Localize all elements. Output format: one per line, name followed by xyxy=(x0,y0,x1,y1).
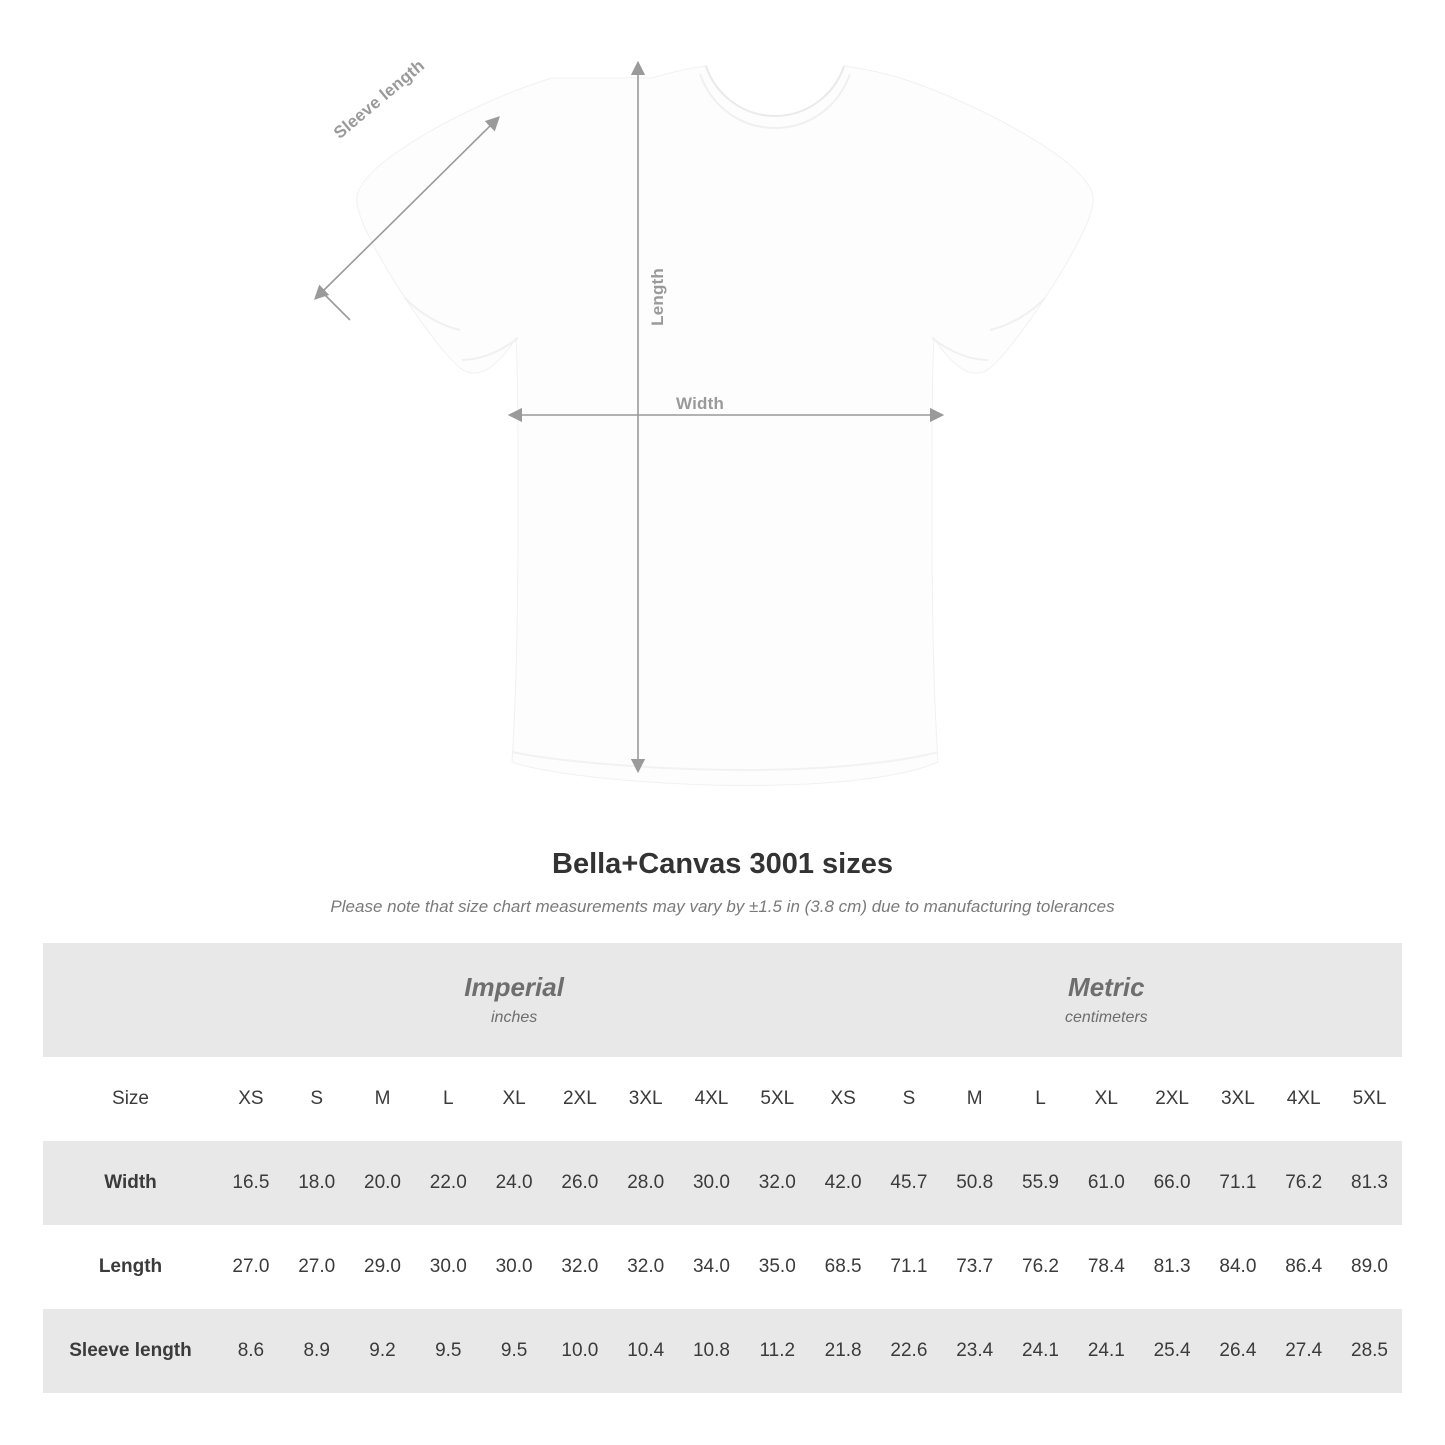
cell-length-metric-4xl: 86.4 xyxy=(1271,1225,1337,1309)
cell-length-metric-3xl: 84.0 xyxy=(1205,1225,1271,1309)
cell-sleeve-imperial-l: 9.5 xyxy=(415,1309,481,1393)
size-table xyxy=(43,943,1402,1393)
table-row xyxy=(43,1141,1402,1225)
cell-sleeve-metric-3xl: 26.4 xyxy=(1205,1309,1271,1393)
unit-row-spacer xyxy=(43,943,218,1057)
cell-sleeve-metric-xs: 21.8 xyxy=(810,1309,876,1393)
unit-metric-sub: centimeters xyxy=(1064,1008,1148,1026)
sleeve-length-label: Sleeve length xyxy=(330,55,429,143)
unit-imperial-name: Imperial xyxy=(464,972,564,1003)
cell-width-metric-xl: 61.0 xyxy=(1073,1141,1139,1225)
cell-sleeve-imperial-s: 8.9 xyxy=(284,1309,350,1393)
length-label: Length xyxy=(648,268,667,326)
table-row xyxy=(43,1225,1402,1309)
cell-length-imperial-m: 29.0 xyxy=(350,1225,416,1309)
cell-length-imperial-l: 30.0 xyxy=(415,1225,481,1309)
header-size-metric-xs: XS xyxy=(810,1057,876,1141)
cell-width-metric-3xl: 71.1 xyxy=(1205,1141,1271,1225)
row-label-sleeve-length: Sleeve length xyxy=(43,1309,218,1393)
header-size-imperial-3xl: 3XL xyxy=(613,1057,679,1141)
cell-sleeve-metric-4xl: 27.4 xyxy=(1271,1309,1337,1393)
header-size-imperial-2xl: 2XL xyxy=(547,1057,613,1141)
tshirt-shape xyxy=(357,66,1094,785)
cell-width-imperial-s: 18.0 xyxy=(284,1141,350,1225)
cell-width-imperial-m: 20.0 xyxy=(350,1141,416,1225)
cell-width-imperial-xs: 16.5 xyxy=(218,1141,284,1225)
cell-width-imperial-l: 22.0 xyxy=(415,1141,481,1225)
cell-sleeve-metric-xl: 24.1 xyxy=(1073,1309,1139,1393)
header-size-metric-2xl: 2XL xyxy=(1139,1057,1205,1141)
cell-width-metric-2xl: 66.0 xyxy=(1139,1141,1205,1225)
cell-length-metric-l: 76.2 xyxy=(1008,1225,1074,1309)
cell-width-metric-5xl: 81.3 xyxy=(1337,1141,1403,1225)
header-size-imperial-m: M xyxy=(350,1057,416,1141)
header-size-metric-s: S xyxy=(876,1057,942,1141)
unit-metric-name: Metric xyxy=(1068,972,1145,1003)
table-row xyxy=(43,1309,1402,1393)
cell-width-imperial-4xl: 30.0 xyxy=(679,1141,745,1225)
header-size-metric-4xl: 4XL xyxy=(1271,1057,1337,1141)
chart-title-block xyxy=(0,848,1445,917)
cell-sleeve-imperial-5xl: 11.2 xyxy=(744,1309,810,1393)
cell-sleeve-metric-2xl: 25.4 xyxy=(1139,1309,1205,1393)
cell-length-imperial-xl: 30.0 xyxy=(481,1225,547,1309)
cell-length-metric-xl: 78.4 xyxy=(1073,1225,1139,1309)
size-header-row xyxy=(43,1057,1402,1141)
unit-group-imperial xyxy=(218,943,810,1057)
header-size-metric-3xl: 3XL xyxy=(1205,1057,1271,1141)
header-size-metric-l: L xyxy=(1008,1057,1074,1141)
cell-width-metric-4xl: 76.2 xyxy=(1271,1141,1337,1225)
cell-length-metric-5xl: 89.0 xyxy=(1337,1225,1403,1309)
page-title: Bella+Canvas 3001 sizes xyxy=(552,848,893,880)
header-size-metric-xl: XL xyxy=(1073,1057,1139,1141)
cell-length-metric-xs: 68.5 xyxy=(810,1225,876,1309)
cell-length-imperial-s: 27.0 xyxy=(284,1225,350,1309)
unit-imperial-sub: inches xyxy=(490,1008,538,1026)
cell-length-imperial-2xl: 32.0 xyxy=(547,1225,613,1309)
unit-group-metric xyxy=(810,943,1402,1057)
cell-width-metric-m: 50.8 xyxy=(942,1141,1008,1225)
cell-width-metric-xs: 42.0 xyxy=(810,1141,876,1225)
cell-width-imperial-2xl: 26.0 xyxy=(547,1141,613,1225)
cell-length-metric-s: 71.1 xyxy=(876,1225,942,1309)
header-size-metric-5xl: 5XL xyxy=(1337,1057,1403,1141)
unit-group-row xyxy=(43,943,1402,1057)
header-size-imperial-4xl: 4XL xyxy=(679,1057,745,1141)
cell-length-imperial-xs: 27.0 xyxy=(218,1225,284,1309)
cell-width-imperial-3xl: 28.0 xyxy=(613,1141,679,1225)
cell-sleeve-imperial-xs: 8.6 xyxy=(218,1309,284,1393)
size-table-wrapper xyxy=(43,943,1402,1393)
header-size-imperial-5xl: 5XL xyxy=(744,1057,810,1141)
cell-width-imperial-xl: 24.0 xyxy=(481,1141,547,1225)
cell-sleeve-metric-m: 23.4 xyxy=(942,1309,1008,1393)
header-size-metric-m: M xyxy=(942,1057,1008,1141)
tolerance-note: Please note that size chart measurements may vary by ±1.5 in (3.8 cm) due to manufacturing tolerances xyxy=(330,897,1115,916)
header-size-imperial-l: L xyxy=(415,1057,481,1141)
cell-sleeve-metric-s: 22.6 xyxy=(876,1309,942,1393)
cell-sleeve-metric-l: 24.1 xyxy=(1008,1309,1074,1393)
cell-sleeve-imperial-3xl: 10.4 xyxy=(613,1309,679,1393)
row-label-width: Width xyxy=(43,1141,218,1225)
cell-length-imperial-5xl: 35.0 xyxy=(744,1225,810,1309)
cell-length-imperial-3xl: 32.0 xyxy=(613,1225,679,1309)
header-size-imperial-xl: XL xyxy=(481,1057,547,1141)
cell-sleeve-imperial-4xl: 10.8 xyxy=(679,1309,745,1393)
cell-sleeve-imperial-m: 9.2 xyxy=(350,1309,416,1393)
header-size-label: Size xyxy=(43,1057,218,1141)
cell-sleeve-metric-5xl: 28.5 xyxy=(1337,1309,1403,1393)
cell-width-metric-s: 45.7 xyxy=(876,1141,942,1225)
row-label-length: Length xyxy=(43,1225,218,1309)
header-size-imperial-xs: XS xyxy=(218,1057,284,1141)
cell-width-metric-l: 55.9 xyxy=(1008,1141,1074,1225)
cell-length-metric-m: 73.7 xyxy=(942,1225,1008,1309)
cell-width-imperial-5xl: 32.0 xyxy=(744,1141,810,1225)
cell-sleeve-imperial-2xl: 10.0 xyxy=(547,1309,613,1393)
width-label: Width xyxy=(676,394,725,413)
cell-length-metric-2xl: 81.3 xyxy=(1139,1225,1205,1309)
header-size-imperial-s: S xyxy=(284,1057,350,1141)
cell-length-imperial-4xl: 34.0 xyxy=(679,1225,745,1309)
cell-sleeve-imperial-xl: 9.5 xyxy=(481,1309,547,1393)
